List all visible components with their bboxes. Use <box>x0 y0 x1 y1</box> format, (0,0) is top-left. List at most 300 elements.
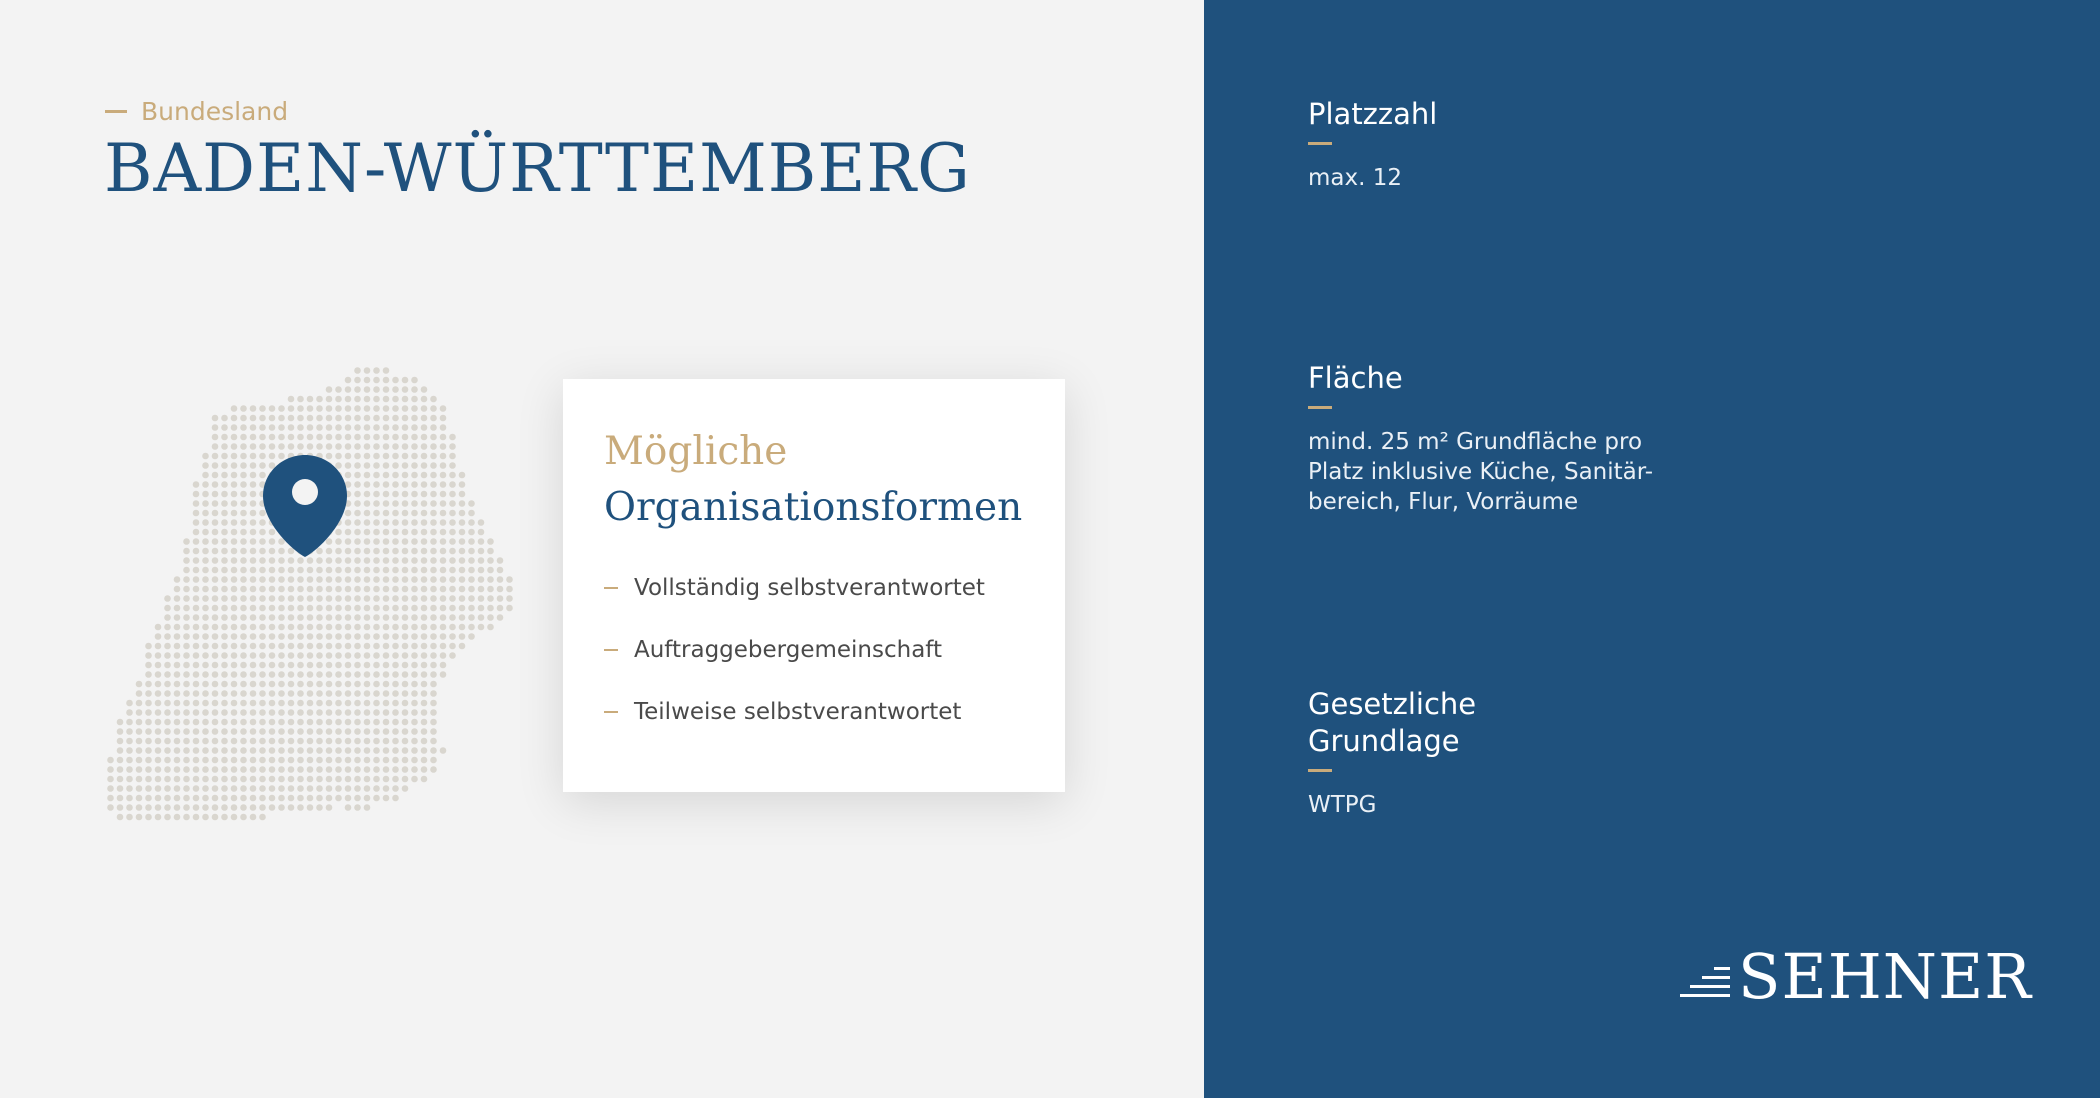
map-dot <box>326 576 333 583</box>
map-dot <box>240 652 247 659</box>
map-dot <box>202 624 209 631</box>
map-dot <box>259 424 266 431</box>
map-dot <box>364 700 371 707</box>
map-dot <box>345 633 352 640</box>
map-dot <box>164 662 171 669</box>
map-dot <box>259 681 266 688</box>
map-dot <box>240 567 247 574</box>
map-dot <box>193 605 200 612</box>
map-dot <box>212 814 219 821</box>
map-dot <box>326 700 333 707</box>
map-dot <box>402 576 409 583</box>
map-dot <box>221 529 228 536</box>
map-dot <box>354 567 361 574</box>
map-dot <box>326 443 333 450</box>
map-dot <box>402 434 409 441</box>
info-label-line: Platzzahl <box>1308 97 1438 131</box>
map-dot <box>231 757 238 764</box>
map-dot <box>430 605 437 612</box>
map-dot <box>487 538 494 545</box>
map-dot <box>430 462 437 469</box>
map-dot <box>392 567 399 574</box>
map-dot <box>373 434 380 441</box>
map-dot <box>392 538 399 545</box>
map-dot <box>354 462 361 469</box>
map-dot <box>345 519 352 526</box>
map-dot <box>421 586 428 593</box>
map-dot <box>136 700 143 707</box>
info-label <box>1308 686 1476 760</box>
map-dot <box>392 548 399 555</box>
map-dot <box>240 453 247 460</box>
map-dot <box>364 367 371 374</box>
map-dot <box>145 747 152 754</box>
map-dot <box>373 424 380 431</box>
map-dot <box>392 614 399 621</box>
map-dot <box>126 757 133 764</box>
map-dot <box>250 510 257 517</box>
map-dot <box>345 662 352 669</box>
map-dot <box>335 643 342 650</box>
map-dot <box>383 405 390 412</box>
map-dot <box>383 624 390 631</box>
map-dot <box>335 747 342 754</box>
map-dot <box>421 633 428 640</box>
map-dot <box>316 690 323 697</box>
map-dot <box>174 643 181 650</box>
map-dot <box>193 671 200 678</box>
map-dot <box>354 662 361 669</box>
map-dot <box>468 500 475 507</box>
map-dot <box>278 595 285 602</box>
map-dot <box>449 519 456 526</box>
map-dot <box>345 804 352 811</box>
map-dot <box>136 728 143 735</box>
map-dot <box>354 643 361 650</box>
map-dot <box>259 652 266 659</box>
map-dot <box>240 557 247 564</box>
map-dot <box>345 586 352 593</box>
map-dot <box>288 709 295 716</box>
map-dot <box>335 671 342 678</box>
map-dot <box>364 519 371 526</box>
map-dot <box>354 700 361 707</box>
map-dot <box>373 567 380 574</box>
map-dot <box>411 728 418 735</box>
map-dot <box>440 624 447 631</box>
map-dot <box>402 396 409 403</box>
map-dot <box>449 453 456 460</box>
map-dot <box>316 424 323 431</box>
map-dot <box>221 633 228 640</box>
map-dot <box>307 747 314 754</box>
map-dot <box>155 728 162 735</box>
map-dot <box>411 415 418 422</box>
map-dot <box>307 709 314 716</box>
map-dot <box>288 586 295 593</box>
map-dot <box>345 567 352 574</box>
map-dot <box>335 415 342 422</box>
map-dot <box>411 576 418 583</box>
map-dot <box>202 700 209 707</box>
map-dot <box>392 443 399 450</box>
map-dot <box>440 652 447 659</box>
map-dot <box>383 491 390 498</box>
map-dot <box>278 804 285 811</box>
info-divider <box>1308 406 1332 409</box>
map-dot <box>164 633 171 640</box>
map-dot <box>183 614 190 621</box>
map-dot <box>421 538 428 545</box>
info-block-flaeche <box>1308 360 1653 517</box>
map-dot <box>288 738 295 745</box>
map-dot <box>392 652 399 659</box>
map-dot <box>345 709 352 716</box>
map-dot <box>459 605 466 612</box>
map-dot <box>421 567 428 574</box>
map-dot <box>202 519 209 526</box>
map-dot <box>250 766 257 773</box>
map-dot <box>202 614 209 621</box>
map-dot <box>354 652 361 659</box>
map-dot <box>164 671 171 678</box>
map-dot <box>174 671 181 678</box>
map-dot <box>259 405 266 412</box>
map-dot <box>202 690 209 697</box>
card-title-line1: Mögliche <box>604 429 788 474</box>
map-dot <box>392 491 399 498</box>
map-dot <box>155 700 162 707</box>
map-dot <box>440 567 447 574</box>
map-dot <box>354 529 361 536</box>
map-dot <box>307 785 314 792</box>
map-dot <box>383 747 390 754</box>
map-dot <box>335 652 342 659</box>
map-dot <box>145 700 152 707</box>
map-dot <box>345 510 352 517</box>
map-dot <box>402 709 409 716</box>
map-dot <box>354 709 361 716</box>
map-dot <box>212 671 219 678</box>
map-dot <box>231 481 238 488</box>
map-dot <box>136 757 143 764</box>
map-dot <box>316 586 323 593</box>
map-dot <box>297 595 304 602</box>
map-dot <box>430 681 437 688</box>
map-dot <box>421 519 428 526</box>
map-dot <box>174 633 181 640</box>
map-dot <box>402 472 409 479</box>
map-dot <box>183 557 190 564</box>
map-dot <box>421 491 428 498</box>
map-dot <box>364 472 371 479</box>
map-dot <box>411 738 418 745</box>
map-dot <box>430 586 437 593</box>
map-dot <box>155 690 162 697</box>
map-dot <box>117 747 124 754</box>
map-dot <box>288 747 295 754</box>
map-dot <box>383 633 390 640</box>
map-dot <box>345 529 352 536</box>
map-dot <box>240 709 247 716</box>
map-dot <box>259 548 266 555</box>
map-dot <box>402 633 409 640</box>
map-dot <box>240 491 247 498</box>
map-dot <box>221 538 228 545</box>
map-dot <box>231 795 238 802</box>
map-dot <box>364 576 371 583</box>
map-dot <box>421 529 428 536</box>
map-dot <box>440 510 447 517</box>
map-dot <box>459 567 466 574</box>
map-dot <box>430 500 437 507</box>
map-dot <box>354 548 361 555</box>
map-dot <box>421 576 428 583</box>
map-dot <box>354 481 361 488</box>
map-dot <box>250 462 257 469</box>
map-dot <box>421 443 428 450</box>
map-dot <box>345 377 352 384</box>
map-dot <box>316 434 323 441</box>
map-dot <box>288 624 295 631</box>
map-dot <box>345 434 352 441</box>
map-dot <box>326 747 333 754</box>
map-dot <box>297 776 304 783</box>
map-dot <box>231 491 238 498</box>
map-dot <box>145 814 152 821</box>
map-dot <box>335 690 342 697</box>
map-dot <box>440 453 447 460</box>
info-divider <box>1308 769 1332 772</box>
map-dot <box>345 681 352 688</box>
map-dot <box>202 605 209 612</box>
map-dot <box>373 405 380 412</box>
map-dot <box>411 386 418 393</box>
map-dot <box>250 595 257 602</box>
map-dot <box>278 738 285 745</box>
map-dot <box>335 576 342 583</box>
map-dot <box>250 557 257 564</box>
map-dot <box>202 586 209 593</box>
map-dot <box>212 709 219 716</box>
brand-logo <box>1680 940 2032 1013</box>
map-dot <box>221 738 228 745</box>
map-dot <box>250 443 257 450</box>
map-dot <box>278 586 285 593</box>
map-dot <box>297 709 304 716</box>
map-dot <box>421 605 428 612</box>
list-dash <box>604 587 618 589</box>
map-dot <box>430 624 437 631</box>
map-dot <box>459 481 466 488</box>
map-dot <box>383 443 390 450</box>
map-dot <box>402 595 409 602</box>
map-dot <box>231 557 238 564</box>
map-dot <box>250 719 257 726</box>
map-dot <box>183 576 190 583</box>
info-block-platzzahl <box>1308 96 1437 193</box>
map-dot <box>240 472 247 479</box>
map-dot <box>155 795 162 802</box>
map-dot <box>193 719 200 726</box>
map-dot <box>335 567 342 574</box>
map-dot <box>364 757 371 764</box>
map-dot <box>364 785 371 792</box>
map-dot <box>155 643 162 650</box>
map-dot <box>202 795 209 802</box>
map-dot <box>269 643 276 650</box>
map-dot <box>240 690 247 697</box>
map-dot <box>278 557 285 564</box>
map-dot <box>345 462 352 469</box>
map-dot <box>411 481 418 488</box>
map-dot <box>212 529 219 536</box>
map-dot <box>440 595 447 602</box>
map-dot <box>316 728 323 735</box>
map-dot <box>193 614 200 621</box>
map-dot <box>250 605 257 612</box>
map-dot <box>364 738 371 745</box>
map-dot <box>468 595 475 602</box>
map-dot <box>440 614 447 621</box>
map-dot <box>383 690 390 697</box>
map-dot <box>212 453 219 460</box>
map-dot <box>430 690 437 697</box>
map-dot <box>307 671 314 678</box>
map-dot <box>421 405 428 412</box>
map-dot <box>497 586 504 593</box>
map-dot <box>231 462 238 469</box>
map-dot <box>221 605 228 612</box>
map-dot <box>297 757 304 764</box>
map-dot <box>316 700 323 707</box>
map-dot <box>316 709 323 716</box>
map-dot <box>487 548 494 555</box>
map-dot <box>297 605 304 612</box>
map-dot <box>335 795 342 802</box>
map-dot <box>335 624 342 631</box>
map-dot <box>468 538 475 545</box>
map-dot <box>221 652 228 659</box>
map-dot <box>364 747 371 754</box>
map-dot <box>259 747 266 754</box>
map-dot <box>259 709 266 716</box>
map-dot <box>430 529 437 536</box>
map-dot <box>316 396 323 403</box>
map-dot <box>231 576 238 583</box>
map-dot <box>478 529 485 536</box>
map-dot <box>126 804 133 811</box>
map-dot <box>212 472 219 479</box>
map-dot <box>297 396 304 403</box>
map-dot <box>345 415 352 422</box>
map-dot <box>221 709 228 716</box>
map-dot <box>326 586 333 593</box>
map-dot <box>402 785 409 792</box>
map-dot <box>459 614 466 621</box>
map-dot <box>193 529 200 536</box>
map-dot <box>250 434 257 441</box>
map-dot <box>288 605 295 612</box>
map-dot <box>326 434 333 441</box>
map-dot <box>345 548 352 555</box>
map-dot <box>468 567 475 574</box>
map-dot <box>487 567 494 574</box>
map-dot <box>383 424 390 431</box>
map-dot <box>316 567 323 574</box>
map-dot <box>373 795 380 802</box>
map-dot <box>354 576 361 583</box>
map-dot <box>193 567 200 574</box>
map-dot <box>193 785 200 792</box>
map-dot <box>126 814 133 821</box>
map-dot <box>392 481 399 488</box>
map-dot <box>364 662 371 669</box>
map-dot <box>316 605 323 612</box>
map-dot <box>250 681 257 688</box>
map-dot <box>231 605 238 612</box>
map-dot <box>107 795 114 802</box>
map-dot <box>193 595 200 602</box>
map-dot <box>259 785 266 792</box>
map-dot <box>411 719 418 726</box>
map-dot <box>392 424 399 431</box>
map-dot <box>278 405 285 412</box>
map-dot <box>259 633 266 640</box>
map-dot <box>231 529 238 536</box>
map-dot <box>269 700 276 707</box>
map-dot <box>354 386 361 393</box>
map-dot <box>345 576 352 583</box>
map-dot <box>392 434 399 441</box>
map-dot <box>183 766 190 773</box>
map-dot <box>202 643 209 650</box>
map-dot <box>326 709 333 716</box>
map-dot <box>269 728 276 735</box>
map-dot <box>383 795 390 802</box>
map-dot <box>364 719 371 726</box>
map-dot <box>354 510 361 517</box>
map-dot <box>297 681 304 688</box>
map-dot <box>164 690 171 697</box>
map-dot <box>231 472 238 479</box>
list-item-label: Auftraggebergemeinschaft <box>634 637 943 663</box>
map-dot <box>430 662 437 669</box>
map-dot <box>316 415 323 422</box>
map-dot <box>383 367 390 374</box>
map-dot <box>183 757 190 764</box>
map-dot <box>164 643 171 650</box>
map-dot <box>240 662 247 669</box>
map-dot <box>117 795 124 802</box>
map-dot <box>449 500 456 507</box>
map-dot <box>269 405 276 412</box>
map-dot <box>449 443 456 450</box>
map-dot <box>326 681 333 688</box>
map-dot <box>354 747 361 754</box>
map-dot <box>221 472 228 479</box>
map-dot <box>345 757 352 764</box>
info-block-grundlage <box>1308 686 1476 820</box>
map-dot <box>212 795 219 802</box>
map-dot <box>269 614 276 621</box>
map-dot <box>250 747 257 754</box>
map-dot <box>278 785 285 792</box>
map-dot <box>278 453 285 460</box>
map-dot <box>373 738 380 745</box>
list-dash <box>604 711 618 713</box>
map-dot <box>430 728 437 735</box>
